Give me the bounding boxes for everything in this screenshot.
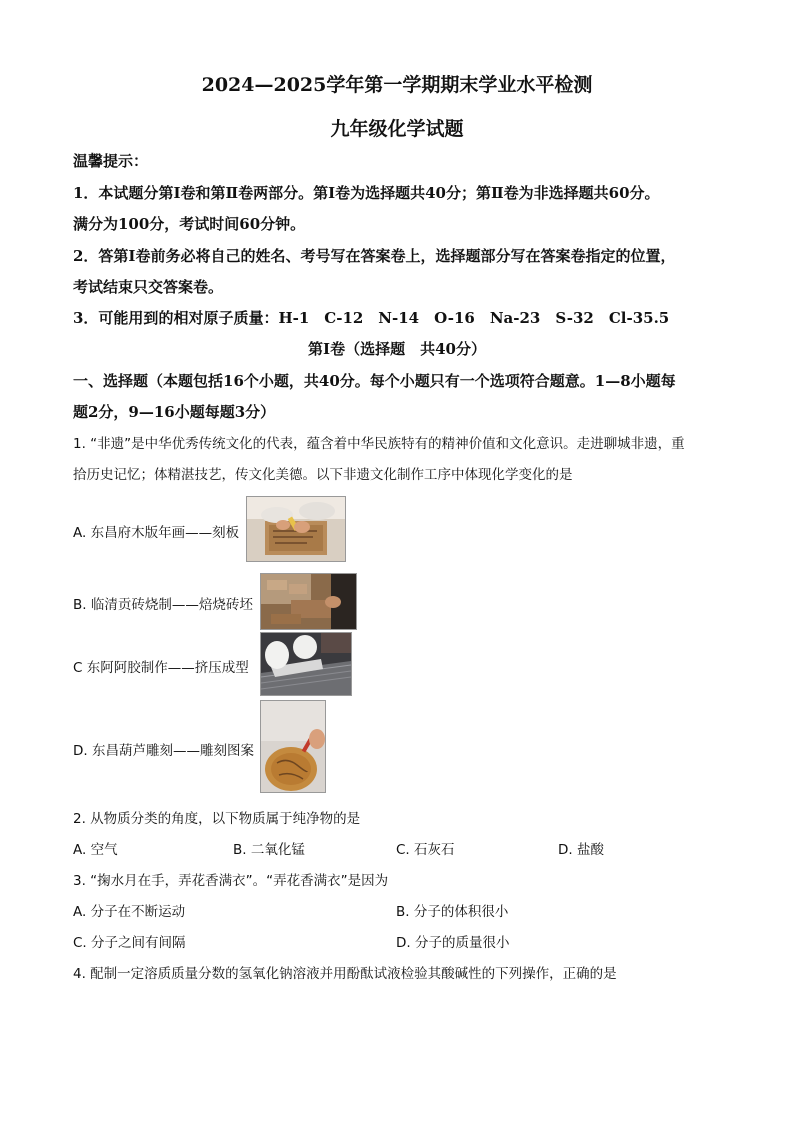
notice-label: 温馨提示： [73,152,149,170]
q3-stem: 3. “掬水月在手，弄花香满衣”。“弄花香满衣”是因为 [73,873,389,889]
notice-item-2-line-2: 考试结束只交答案卷。 [73,278,224,296]
q2-option-a: A. 空气 [73,842,118,858]
q3-option-d: D. 分子的质量很小 [396,935,510,951]
notice-item-2-line-1: 2．答第Ⅰ卷前务必将自己的姓名、考号写在答案卷上，选择题部分写在答案卷指定的位置， [73,247,676,265]
q4-stem: 4. 配制一定溶质质量分数的氢氧化钠溶液并用酚酞试液检验其酸碱性的下列操作，正确的是 [73,966,617,982]
gourd-carving-photo [260,700,326,793]
part-instruction-line-1: 一、选择题（本题包括16个小题，共40分。每个小题只有一个选项符合题意。1—8小题每 [73,372,676,390]
q2-option-c: C. 石灰石 [396,842,455,858]
q1-stem-line-2: 拾历史记忆；体精湛技艺，传文化美德。以下非遗文化制作工序中体现化学变化的是 [73,467,573,483]
q1-stem-line-1: 1. “非遗”是中华优秀传统文化的代表，蕴含着中华民族特有的精神价值和文化意识。走进聊城非遗，重 [73,436,685,452]
q3-option-c: C. 分子之间有间隔 [73,935,186,951]
q1-option-c: C 东阿阿胶制作——挤压成型 [73,660,249,676]
q3-option-b: B. 分子的体积很小 [396,904,509,920]
notice-item-3: 3．可能用到的相对原子质量：H-1 C-12 N-14 O-16 Na-23 S-32 Cl-35.5 [73,309,670,327]
q1-option-b: B. 临清贡砖烧制——焙烧砖坯 [73,597,253,613]
notice-item-1-line-2: 满分为100分，考试时间60分钟。 [73,215,306,233]
q2-option-b: B. 二氧化锰 [233,842,305,858]
notice-item-1-line-1: 1．本试题分第Ⅰ卷和第Ⅱ卷两部分。第Ⅰ卷为选择题共40分；第Ⅱ卷为非选择题共60分。 [73,184,660,202]
section-title: 第Ⅰ卷（选择题 共40分） [308,340,486,358]
q2-option-d: D. 盐酸 [558,842,604,858]
exam-title: 2024—2025学年第一学期期末学业水平检测 [201,74,593,96]
q1-option-a: A. 东昌府木版年画——刻板 [73,525,240,541]
exam-subtitle: 九年级化学试题 [330,118,464,140]
brick-firing-photo [260,573,357,630]
q2-stem: 2. 从物质分类的角度，以下物质属于纯净物的是 [73,811,361,827]
gelatin-pressing-photo [260,632,352,696]
q3-option-a: A. 分子在不断运动 [73,904,186,920]
q1-option-d: D. 东昌葫芦雕刻——雕刻图案 [73,743,254,759]
part-instruction-line-2: 题2分，9—16小题每题3分） [73,403,276,421]
woodblock-carving-photo [246,496,346,562]
